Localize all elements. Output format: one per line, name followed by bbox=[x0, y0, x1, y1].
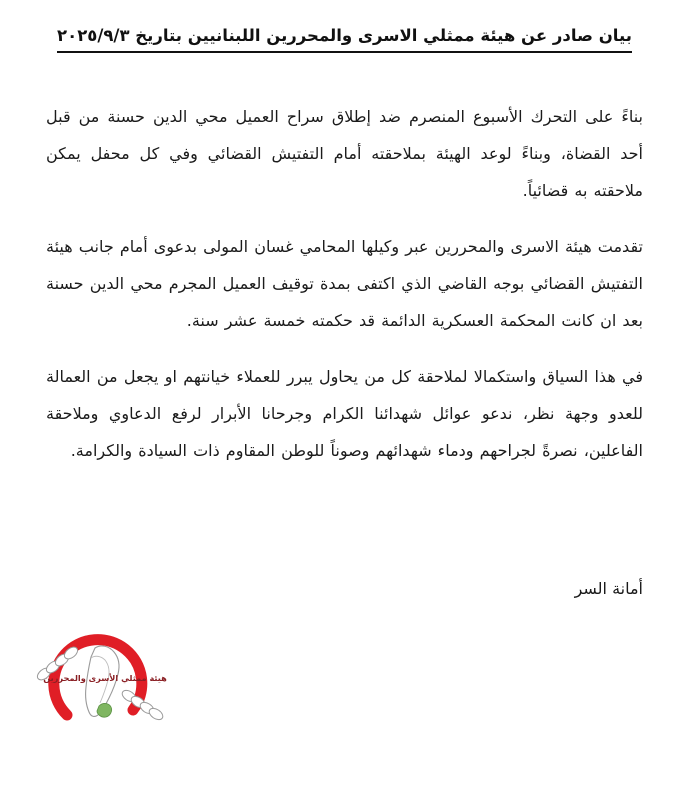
paragraph-3: في هذا السياق واستكمالا لملاحقة كل من يحاول يبرر للعملاء خيانتهم او يجعل من العمالة للعدو وجهة نظر، ندعو عوائل شهدائنا الكرام وجرحانا الأبرار لرفع الدعاوي وملاحقة الفاعلين، نصرةً لجراحهم ودماء شهدائهم وصوناً للوطن المقاوم ذات السيادة والكرامة. bbox=[46, 367, 643, 460]
cedar-accent-icon bbox=[97, 703, 112, 717]
paragraph-2: تقدمت هيئة الاسرى والمحررين عبر وكيلها المحامي غسان المولى بدعوى أمام جانب هيئة التفتيش القضائي بوجه القاضي الذي اكتفى بمدة توقيف العميل المجرم محي الدين حسنة بعد ان كانت المحكمة العسكرية الدائمة قد حكمته خمسة عشر سنة. bbox=[46, 237, 643, 330]
logo-caption: هيئة ممثلي الأسرى والمحررين bbox=[43, 673, 167, 683]
organization-logo bbox=[21, 622, 189, 734]
document-body bbox=[46, 98, 643, 469]
signature-line: أمانة السر bbox=[574, 579, 643, 598]
page-title: بيان صادر عن هيئة ممثلي الاسرى والمحررين اللبنانيين بتاريخ ٢٠٢٥/٩/٣ bbox=[57, 24, 632, 53]
paragraph-1: بناءً على التحرك الأسبوع المنصرم ضد إطلاق سراح العميل محي الدين حسنة من قبل أحد القضاة، وبناءً لوعد الهيئة بملاحقته أمام التفتيش القضائي وفي كل محفل يمكن ملاحقته به قضائياً. bbox=[46, 107, 643, 200]
title-container bbox=[0, 24, 689, 53]
